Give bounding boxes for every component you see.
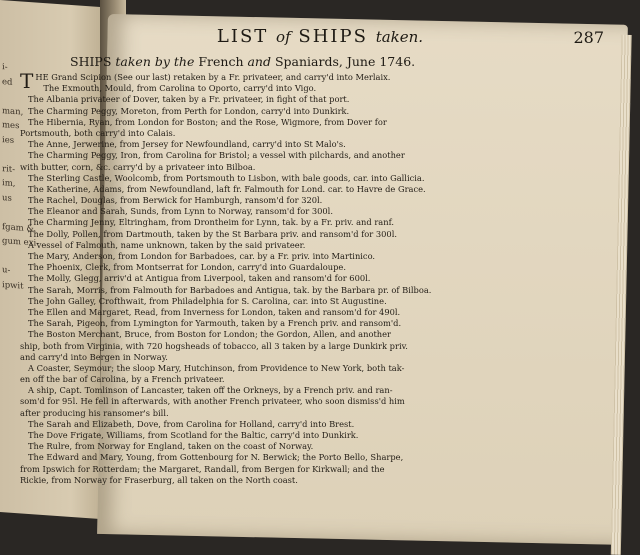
ship-entry-line: The Rulre, from Norway for England, taken on the coast of Norway. <box>28 441 314 452</box>
subheading-spaniards: Spaniards, <box>274 54 343 69</box>
ship-entry-line: The Exmouth, Mould, from Carolina to Oporto, carry'd into Vigo. <box>43 83 317 94</box>
drop-cap: T <box>20 69 34 93</box>
ship-entry-line: The Molly, Glegg, arriv'd at Antigua from Liverpool, taken and ransom'd for 600l. <box>28 273 371 284</box>
ship-entry-line: The Mary, Anderson, from London for Barbadoes, car. by a Fr. priv. into Martinico. <box>28 251 376 261</box>
left-page-fragment: u- <box>2 265 11 276</box>
page-number: 287 <box>573 28 604 47</box>
subheading-french: French <box>198 54 244 69</box>
left-page-fragment: mes <box>2 120 20 132</box>
section-subheading <box>70 54 490 69</box>
ship-entry-line: The Hibernia, Ryan, from London for Boston; and the Rose, Wigmore, from Dover for <box>28 116 387 127</box>
ship-entry-line: som'd for 95l. He fell in afterwards, with another French privateer, who soon dismiss'd him <box>20 396 405 407</box>
ship-entry-line: The Dove Frigate, Williams, from Scotland for the Baltic, carry'd into Dunkirk. <box>28 430 359 440</box>
left-page-fragment: i- <box>2 62 8 73</box>
header-prefix: LIST <box>216 26 269 47</box>
left-page-fragment: man, <box>2 105 24 118</box>
ship-entry-line: ship, both from Virginia, with 720 hogsheads of tobacco, all 3 taken by a large Dunkirk priv. <box>20 340 408 351</box>
ship-entry-line: and carry'd into Bergen in Norway. <box>20 351 168 362</box>
ship-list <box>20 69 490 486</box>
ship-entry-line: The Boston Merchant, Bruce, from Boston for London; the Gordon, Allen, and another <box>28 329 392 340</box>
ship-entry-line: The Charming Jenny, Eltringham, from Drontheim for Lynn, tak. by a Fr. priv. and ranf. <box>28 217 395 228</box>
ship-entry-line: A vessel of Falmouth, name unknown, taken by the said privateer. <box>28 239 306 250</box>
ship-entry-line: en off the bar of Carolina, by a French privateer. <box>20 374 225 385</box>
header-suffix: taken. <box>375 28 424 46</box>
ship-entry-line: after producing his ransomer's bill. <box>20 407 169 418</box>
ship-entry-line: The Katherine, Adams, from Newfoundland, laft fr. Falmouth for Lond. car. to Havre de Grace. <box>28 183 426 194</box>
ship-entry-line: The Charming Peggy, Moreton, from Perth for London, carry'd into Dunkirk. <box>28 105 350 116</box>
ship-entry-line: A Coaster, Seymour; the sloop Mary, Hutchinson, from Providence to New York, both tak- <box>28 362 405 373</box>
left-page-fragment: im, <box>2 178 16 190</box>
subheading-and: and <box>247 54 271 69</box>
left-page-fragment: ed <box>2 76 13 88</box>
ship-entry-line: The Charming Peggy, Iron, from Carolina for Bristol; a vessel with pilchards, and another <box>28 150 405 161</box>
ship-entry-line: The Phoenix, Clerk, from Montserrat for London, carry'd into Guardaloupe. <box>28 262 346 273</box>
ship-entry-line: A ship, Capt. Tomlinson of Lancaster, taken off the Orkneys, by a French priv. and ran- <box>28 385 393 396</box>
left-page-fragment: ipwit <box>2 279 24 292</box>
subheading-date: June 1746. <box>346 54 416 69</box>
ship-entry-line: The Ellen and Margaret, Read, from Inverness for London, taken and ransom'd for 490l. <box>28 306 401 317</box>
ship-entry-line: The Rachel, Douglas, from Berwick for Hamburgh, ransom'd for 320l. <box>28 195 323 206</box>
ship-entry-line: The Edward and Mary, Young, from Gottenbourg for N. Berwick; the Porto Bello, Sharpe, <box>28 452 404 463</box>
ship-entry-line: Portsmouth, both carry'd into Calais. <box>20 127 176 138</box>
ship-entry-line: The Sarah, Pigeon, from Lymington for Yarmouth, taken by a French priv. and ransom'd. <box>28 318 402 329</box>
ship-entry-line: The Anne, Jerwerine, from Jersey for Newfoundland, carry'd into St Malo's. <box>28 139 346 150</box>
ship-entry-line: The Dolly, Pollen, from Dartmouth, taken by the St Barbara priv. and ransom'd for 300l. <box>28 228 397 239</box>
left-page-fragment: fgam & <box>2 221 34 234</box>
ship-entry-line: The Sarah, Morris, from Falmouth for Barbadoes and Antigua, tak. by the Barbara pr. of Bilboa. <box>28 284 432 295</box>
ship-entry-line: from Ipswich for Rotterdam; the Margaret, Randall, from Bergen for Kirkwall; and the <box>20 463 385 474</box>
ship-entry-line: The Sterling Castle, Woolcomb, from Portsmouth to Lisbon, with bale goods, car. into Gallicia. <box>28 172 425 183</box>
left-page-fragment: us <box>2 192 12 204</box>
subheading-taken: taken by the <box>115 54 195 69</box>
left-page-fragment: ies <box>2 134 15 146</box>
page-edge <box>611 35 632 555</box>
ship-entry-line: The Albania privateer of Dover, taken by a Fr. privateer, in fight of that port. <box>28 94 350 105</box>
ship-entry-line: Rickie, from Norway for Fraserburg, all taken on the North coast. <box>20 474 298 485</box>
ship-entry-line: with butter, corn, &c. carry'd by a privateer into Bilboa. <box>20 161 256 172</box>
page-header <box>110 26 530 47</box>
header-main: SHIPS <box>298 26 368 47</box>
ship-entry-line: The Sarah and Elizabeth, Dove, from Carolina for Holland, carry'd into Brest. <box>28 418 355 429</box>
ship-entry-line: The John Galley, Crofthwait, from Philadelphia for S. Carolina, car. into St Augustine. <box>28 295 387 306</box>
ship-entry-line: HE Grand Scipion (See our last) retaken by a Fr. privateer, and carry'd into Merlaix. <box>35 72 391 82</box>
left-page-fragment: rit- <box>2 163 16 175</box>
header-of: of <box>276 28 291 46</box>
subheading-lead: SHIPS <box>70 54 112 69</box>
left-page-fragment: gum exi- <box>2 236 40 249</box>
ship-entry-line: The Eleanor and Sarah, Sunds, from Lynn to Norway, ransom'd for 300l. <box>28 206 333 217</box>
